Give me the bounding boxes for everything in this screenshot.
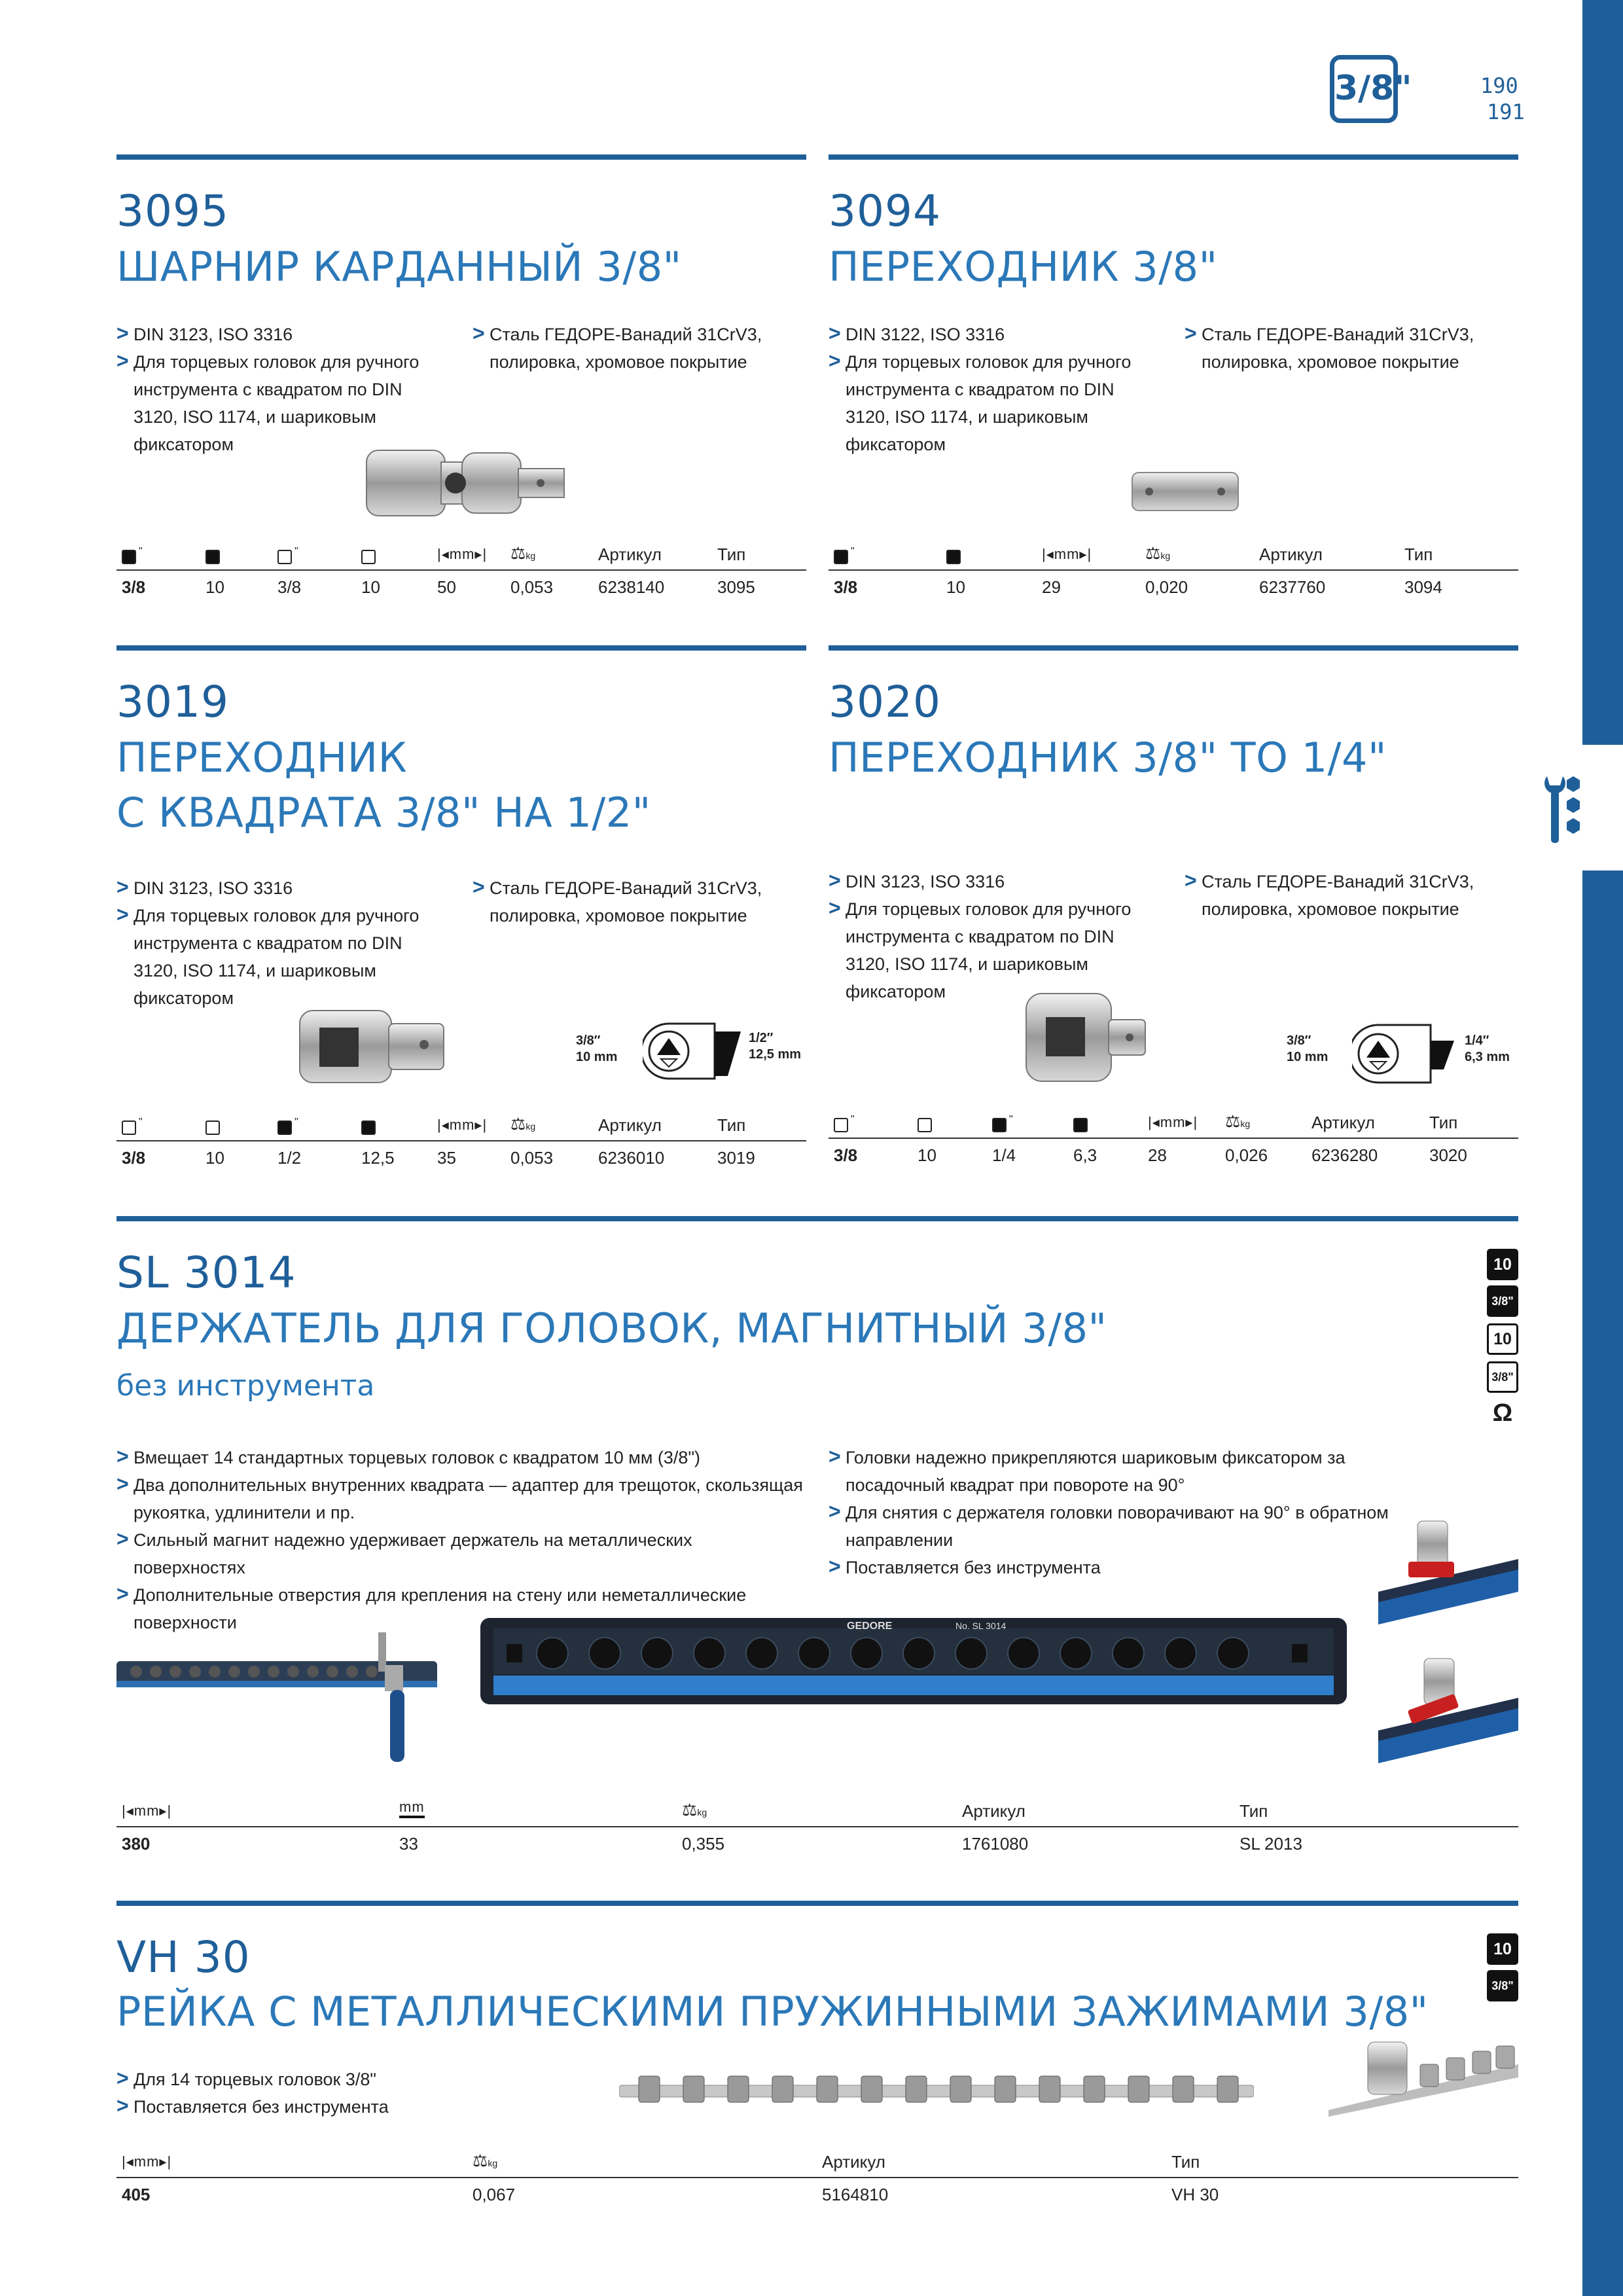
- square-socket-icon: [918, 1114, 932, 1134]
- spec-table: [116, 2149, 1518, 2215]
- product-code: 3094: [829, 186, 941, 236]
- length-icon: |◂mm▸|: [437, 1117, 488, 1133]
- feature-list: [473, 321, 806, 376]
- adapter-image: [1130, 469, 1241, 514]
- product-code: 3095: [116, 186, 229, 236]
- feature-item: > Для снятия с держателя головки поворачивают на 90° в обратном направлении: [829, 1499, 1444, 1554]
- product-code: VH 30: [116, 1932, 251, 1982]
- weight-icon: ⚖kg: [473, 2151, 498, 2170]
- square-socket-icon: ": [122, 1117, 143, 1137]
- col-header-article: Артикул: [1311, 1113, 1375, 1132]
- adapter-diagram: [1352, 1021, 1461, 1086]
- col-header-type: Тип: [1404, 545, 1433, 564]
- product-code: SL 3014: [116, 1247, 296, 1298]
- section-rule: [116, 1216, 1518, 1221]
- universal-joint-image: [364, 444, 573, 522]
- weight-icon: ⚖kg: [510, 543, 536, 563]
- feature-item: > Для торцевых головок для ручного инструмента с квадратом по DIN 3120, ISO 1174, и шариковым фиксатором: [829, 348, 1156, 458]
- feature-item: > DIN 3123, ISO 3316: [116, 321, 444, 348]
- square-drive-icon: [1073, 1114, 1088, 1134]
- sidebar-stripe-top: [1582, 0, 1623, 745]
- square-socket-icon: [361, 546, 376, 566]
- feature-item: > Для торцевых головок для ручного инструмента с квадратом по DIN 3120, ISO 1174, и шариковым фиксатором: [116, 902, 444, 1012]
- col-header-type: Тип: [1429, 1113, 1458, 1132]
- holder-with-ratchet-image: [116, 1632, 437, 1763]
- feature-item: > Два дополнительных внутренних квадрата — адаптер для трещоток, скользящая рукоятка, удлинители и пр.: [116, 1471, 804, 1526]
- table-row: 405 0,067 5164810 VH 30: [122, 2185, 1219, 2204]
- feature-list: [829, 868, 1156, 1005]
- size-badge: 3/8": [1487, 1285, 1518, 1317]
- feature-item: > Головки надежно прикрепляются шариковым фиксатором за посадочный квадрат при повороте на 90°: [829, 1444, 1444, 1499]
- table-rule: [116, 1140, 806, 1141]
- diagram-label-left: 3/8″ 10 mm: [576, 1033, 618, 1064]
- square-drive-icon: [946, 546, 961, 566]
- clip-rail-image: [619, 2072, 1254, 2109]
- spec-table: [829, 542, 1518, 607]
- spec-table: [116, 542, 806, 607]
- col-header-article: Артикул: [598, 545, 662, 564]
- feature-list: [829, 321, 1156, 458]
- weight-icon: ⚖kg: [1145, 543, 1171, 563]
- table-rule: [829, 569, 1518, 571]
- magnetic-holder-image: [480, 1615, 1347, 1707]
- col-header-type: Тип: [1240, 1801, 1268, 1821]
- size-badge: 3/8": [1487, 1970, 1518, 2001]
- sidebar-stripe-bottom: [1582, 870, 1623, 2296]
- feature-item: > Для 14 торцевых головок 3/8": [116, 2066, 575, 2093]
- socket-mount-detail-image: [1378, 1516, 1518, 1627]
- feature-item: > Поставляется без инструмента: [116, 2093, 575, 2121]
- feature-list: [1185, 868, 1518, 923]
- feature-item: > DIN 3122, ISO 3316: [829, 321, 1156, 348]
- drive-size-badge: 3/8": [1330, 55, 1398, 123]
- table-row: 3/8 10 1/4 6,3 28 0,026 6236280 3020: [834, 1145, 1467, 1165]
- width-icon: mm: [399, 1799, 425, 1818]
- feature-item: > Дополнительные отверстия для крепления на стену или неметаллические поверхности: [116, 1581, 804, 1636]
- feature-item: > Вмещает 14 стандартных торцевых головок с квадратом 10 мм (3/8"): [116, 1444, 804, 1471]
- spec-table: [829, 1110, 1518, 1175]
- length-icon: |◂mm▸|: [122, 2153, 172, 2170]
- table-row: 3/8 10 29 0,020 6237760 3094: [834, 577, 1442, 597]
- table-rule: [116, 569, 806, 571]
- section-rule: [829, 154, 1518, 160]
- square-socket-icon: ": [834, 1114, 855, 1134]
- length-icon: |◂mm▸|: [1148, 1114, 1198, 1130]
- col-header-article: Артикул: [598, 1115, 662, 1135]
- size-badge: 10: [1487, 1933, 1518, 1965]
- diagram-label-right: 1/2″ 12,5 mm: [749, 1031, 802, 1062]
- section-rule: [116, 645, 806, 651]
- product-title-line: С КВАДРАТА 3/8" НА 1/2": [116, 789, 651, 836]
- table-row: 3/8 10 1/2 12,5 35 0,053 6236010 3019: [122, 1148, 755, 1168]
- spec-table: [116, 1113, 806, 1178]
- length-icon: |◂mm▸|: [122, 1803, 172, 1819]
- feature-item: > DIN 3123, ISO 3316: [116, 874, 444, 902]
- col-header-type: Тип: [1171, 2152, 1200, 2172]
- page-number-left: 190: [1480, 73, 1518, 98]
- size-badge: 10: [1487, 1249, 1518, 1280]
- feature-list: [116, 1444, 804, 1636]
- magnet-icon: Ω: [1492, 1399, 1513, 1427]
- feature-list: [829, 1444, 1444, 1581]
- product-code: 3020: [829, 677, 941, 727]
- feature-item: > Для торцевых головок для ручного инструмента с квадратом по DIN 3120, ISO 1174, и шариковым фиксатором: [116, 348, 444, 458]
- feature-list: [473, 874, 806, 929]
- socket-mount-detail-image: [1378, 1655, 1518, 1766]
- feature-item: > Для торцевых головок для ручного инструмента с квадратом по DIN 3120, ISO 1174, и шариковым фиксатором: [829, 895, 1156, 1005]
- table-row: 3/8 10 3/8 10 50 0,053 6238140 3095: [122, 577, 755, 597]
- section-rule: [116, 1901, 1518, 1906]
- product-title-line: ПЕРЕХОДНИК: [116, 734, 408, 781]
- col-header-type: Тип: [717, 545, 746, 564]
- weight-icon: ⚖kg: [510, 1114, 536, 1134]
- product-subtitle: без инструмента: [116, 1369, 375, 1403]
- table-rule: [829, 1138, 1518, 1139]
- feature-item: > DIN 3123, ISO 3316: [829, 868, 1156, 895]
- adapter-diagram: [643, 1018, 747, 1084]
- table-row: 380 33 0,355 1761080 SL 2013: [122, 1834, 1302, 1854]
- table-rule: [116, 1826, 1518, 1827]
- feature-item: > Поставляется без инструмента: [829, 1554, 1444, 1581]
- feature-item: > Сталь ГЕДОРЕ-Ванадий 31CrV3, полировка, хромовое покрытие: [1185, 868, 1518, 923]
- feature-list: [116, 321, 444, 458]
- adapter-image: [1021, 988, 1152, 1086]
- weight-icon: ⚖kg: [682, 1800, 707, 1820]
- diagram-label-left: 3/8″ 10 mm: [1287, 1033, 1329, 1064]
- spec-table: [116, 1799, 1518, 1864]
- size-badge: 3/8": [1487, 1361, 1518, 1393]
- square-drive-icon: ": [122, 546, 143, 566]
- feature-list: [116, 874, 444, 1012]
- wrench-nut-icon: [1539, 771, 1585, 850]
- feature-item: > Сталь ГЕДОРЕ-Ванадий 31CrV3, полировка, хромовое покрытие: [473, 321, 806, 376]
- product-title: ПЕРЕХОДНИК 3/8": [829, 243, 1218, 291]
- product-code: 3019: [116, 677, 229, 727]
- square-socket-icon: [205, 1117, 220, 1137]
- square-drive-icon: ": [834, 546, 855, 566]
- diagram-label-right: 1/4″ 6,3 mm: [1465, 1033, 1510, 1064]
- col-header-article: Артикул: [1259, 545, 1323, 564]
- feature-list: [1185, 321, 1518, 376]
- feature-item: > Сильный магнит надежно удерживает держатель на металлических поверхностях: [116, 1526, 804, 1581]
- square-drive-icon: ": [992, 1114, 1013, 1134]
- square-drive-icon: ": [277, 1117, 298, 1137]
- feature-list: [116, 2066, 575, 2121]
- length-icon: |◂mm▸|: [437, 546, 488, 562]
- square-socket-icon: ": [277, 546, 298, 566]
- product-title: ШАРНИР КАРДАННЫЙ 3/8": [116, 243, 682, 291]
- feature-item: > Сталь ГЕДОРЕ-Ванадий 31CrV3, полировка, хромовое покрытие: [1185, 321, 1518, 376]
- table-rule: [116, 2177, 1518, 2178]
- page-number-right: 191: [1487, 99, 1525, 124]
- col-header-article: Артикул: [822, 2152, 885, 2172]
- size-badge: 10: [1487, 1323, 1518, 1355]
- square-drive-icon: [205, 546, 220, 566]
- weight-icon: ⚖kg: [1225, 1111, 1251, 1131]
- product-title: ПЕРЕХОДНИК 3/8" TO 1/4": [829, 734, 1387, 781]
- rail-brand: GEDORE: [847, 1621, 893, 1632]
- col-header-type: Тип: [717, 1115, 746, 1135]
- section-rule: [116, 154, 806, 160]
- rail-model: No. SL 3014: [955, 1621, 1007, 1631]
- clip-rail-detail-image: [1329, 2038, 1518, 2117]
- square-drive-icon: [361, 1117, 376, 1137]
- section-rule: [829, 645, 1518, 651]
- adapter-image: [293, 1004, 450, 1089]
- product-title: ДЕРЖАТЕЛЬ ДЛЯ ГОЛОВОК, МАГНИТНЫЙ 3/8": [116, 1304, 1107, 1352]
- feature-item: > Сталь ГЕДОРЕ-Ванадий 31CrV3, полировка, хромовое покрытие: [473, 874, 806, 929]
- length-icon: |◂mm▸|: [1042, 546, 1092, 562]
- col-header-article: Артикул: [962, 1801, 1026, 1821]
- product-title: РЕЙКА С МЕТАЛЛИЧЕСКИМИ ПРУЖИННЫМИ ЗАЖИМАМИ 3/8": [116, 1988, 1429, 2036]
